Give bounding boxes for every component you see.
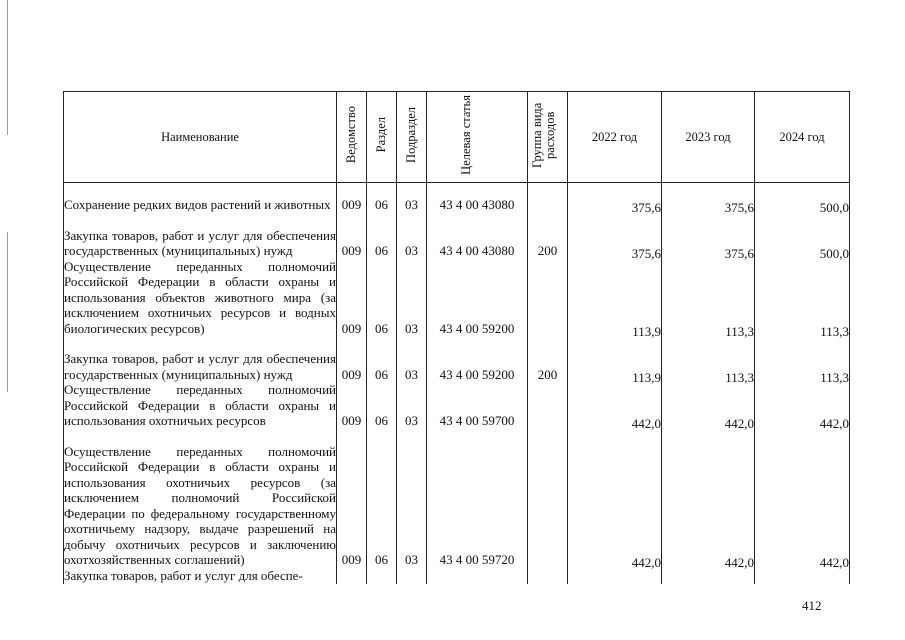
row-2023-value: 442,0 xyxy=(724,555,754,570)
budget-table-sheet xyxy=(63,91,849,592)
row-name: Осуществление переданных полномочий Российской Федерации в области охраны и использования охотничьих ресурсов (за исключением полномочий Российской Федерации по федеральному государственному охотничьему надзору, выдаче разрешений на добычу охотничьих ресурсов и заключению охотхозяйственных соглашений) xyxy=(64,429,337,568)
row-target: 43 4 00 59700 xyxy=(427,382,528,429)
row-2022-value: 442,0 xyxy=(631,416,661,431)
row-2022 xyxy=(568,336,662,385)
row-2023 xyxy=(662,213,755,259)
row-name: Осуществление переданных полномочий Российской Федерации в области охраны и использования охотничьих ресурсов xyxy=(64,382,336,428)
row-section: 06 xyxy=(367,336,397,382)
table-row xyxy=(64,259,850,337)
table-row xyxy=(64,183,850,213)
row-subsection: 03 xyxy=(397,429,427,568)
header-section-text: Раздел xyxy=(373,117,388,153)
header-year-2023-text: 2023 год xyxy=(685,129,731,144)
table-row xyxy=(64,429,850,568)
row-name: Закупка товаров, работ и услуг для обеспе- xyxy=(64,568,337,584)
row-2022 xyxy=(568,183,662,213)
budget-table xyxy=(63,91,850,584)
row-target: 43 4 00 43080 xyxy=(427,183,528,213)
row-2024-value: 442,0 xyxy=(819,555,849,570)
row-2024-value: 113,3 xyxy=(820,369,849,385)
row-subsection: 03 xyxy=(397,259,427,337)
row-group xyxy=(528,568,568,584)
row-2024-value: 113,3 xyxy=(820,323,849,339)
header-subsection-text: Подраздел xyxy=(403,107,418,163)
row-2023-value: 442,0 xyxy=(724,416,754,431)
row-name: Закупка товаров, работ и услуг для обеспечения государственных (муниципальных) нужд xyxy=(64,213,337,259)
row-group: 200 xyxy=(528,336,568,382)
row-subsection: 03 xyxy=(397,183,427,213)
row-2022 xyxy=(568,259,662,337)
row-target: 43 4 00 43080 xyxy=(427,213,528,259)
row-section: 06 xyxy=(367,183,397,213)
header-year-2024 xyxy=(755,92,850,183)
row-2022-value: 375,6 xyxy=(631,246,661,261)
row-subsection: 03 xyxy=(397,382,427,429)
row-target: 43 4 00 59200 xyxy=(427,259,528,337)
row-2022-value: 375,6 xyxy=(631,200,661,215)
row-target xyxy=(427,568,528,584)
row-ministry: 009 xyxy=(337,259,367,337)
row-section: 06 xyxy=(367,382,397,429)
table-row xyxy=(64,382,850,429)
header-ministry-text: Ведомство xyxy=(343,106,358,164)
header-year-2024-text: 2024 год xyxy=(779,129,825,144)
header-target-item xyxy=(427,92,528,183)
row-section: 06 xyxy=(367,259,397,337)
row-2023-value: 113,3 xyxy=(725,369,754,385)
row-ministry: 009 xyxy=(337,336,367,382)
header-expense-group xyxy=(528,92,568,183)
row-group xyxy=(528,429,568,568)
row-2023-value: 113,3 xyxy=(725,323,754,339)
row-2024 xyxy=(755,336,850,385)
header-target-item-text: Целевая статья xyxy=(459,95,473,175)
row-2024 xyxy=(755,382,850,429)
header-subsection xyxy=(397,92,427,183)
row-section xyxy=(367,568,397,584)
header-name xyxy=(64,92,337,183)
row-2023 xyxy=(662,336,755,385)
row-2022 xyxy=(568,382,662,429)
row-group xyxy=(528,382,568,429)
header-name-text: Наименование xyxy=(161,129,239,144)
row-name: Осуществление переданных полномочий Российской Федерации в области охраны и использования объектов животного мира (за исключением охотничьих ресурсов и водных биологических ресурсов) xyxy=(64,258,336,336)
scan-margin-line-bottom xyxy=(7,232,8,392)
row-2023 xyxy=(662,183,755,213)
row-name: Сохранение редких видов растений и животных xyxy=(64,183,337,213)
row-ministry: 009 xyxy=(337,213,367,259)
row-ministry: 009 xyxy=(337,183,367,213)
row-2022 xyxy=(568,213,662,259)
header-section xyxy=(367,92,397,183)
row-2023-value: 375,6 xyxy=(724,200,754,215)
scan-margin-line-top xyxy=(7,0,8,135)
page-number: 412 xyxy=(802,598,822,613)
row-2022-value: 113,9 xyxy=(632,323,661,339)
row-2024-value: 500,0 xyxy=(819,200,849,215)
row-section: 06 xyxy=(367,429,397,568)
row-2023 xyxy=(662,382,755,429)
row-name: Закупка товаров, работ и услуг для обеспечения государственных (муниципальных) нужд xyxy=(64,336,337,382)
header-year-2022 xyxy=(568,92,662,183)
row-2023 xyxy=(662,429,755,568)
row-2023-value: 375,6 xyxy=(724,246,754,261)
row-2024 xyxy=(755,259,850,337)
row-subsection xyxy=(397,568,427,584)
row-group xyxy=(528,183,568,213)
row-2022-value: 113,9 xyxy=(632,369,661,385)
row-target: 43 4 00 59200 xyxy=(427,336,528,382)
table-row xyxy=(64,336,850,382)
row-2024-value: 500,0 xyxy=(819,246,849,261)
row-2024 xyxy=(755,213,850,259)
table-header-row xyxy=(64,92,850,183)
row-2022-value: 442,0 xyxy=(631,555,661,570)
header-year-2023 xyxy=(662,92,755,183)
row-2023 xyxy=(662,259,755,337)
row-2024-value: 442,0 xyxy=(819,416,849,431)
table-row xyxy=(64,213,850,259)
row-group: 200 xyxy=(528,213,568,259)
row-2022 xyxy=(568,429,662,568)
row-subsection: 03 xyxy=(397,213,427,259)
row-section: 06 xyxy=(367,213,397,259)
row-group xyxy=(528,259,568,337)
header-ministry xyxy=(337,92,367,183)
header-year-2022-text: 2022 год xyxy=(591,129,638,144)
row-ministry xyxy=(337,568,367,584)
row-ministry: 009 xyxy=(337,382,367,429)
row-ministry: 009 xyxy=(337,429,367,568)
row-2024 xyxy=(755,429,850,568)
row-2024 xyxy=(755,183,850,213)
row-subsection: 03 xyxy=(397,336,427,382)
header-expense-group-text: Группа вида расходов xyxy=(529,102,557,168)
row-target: 43 4 00 59720 xyxy=(427,429,528,568)
